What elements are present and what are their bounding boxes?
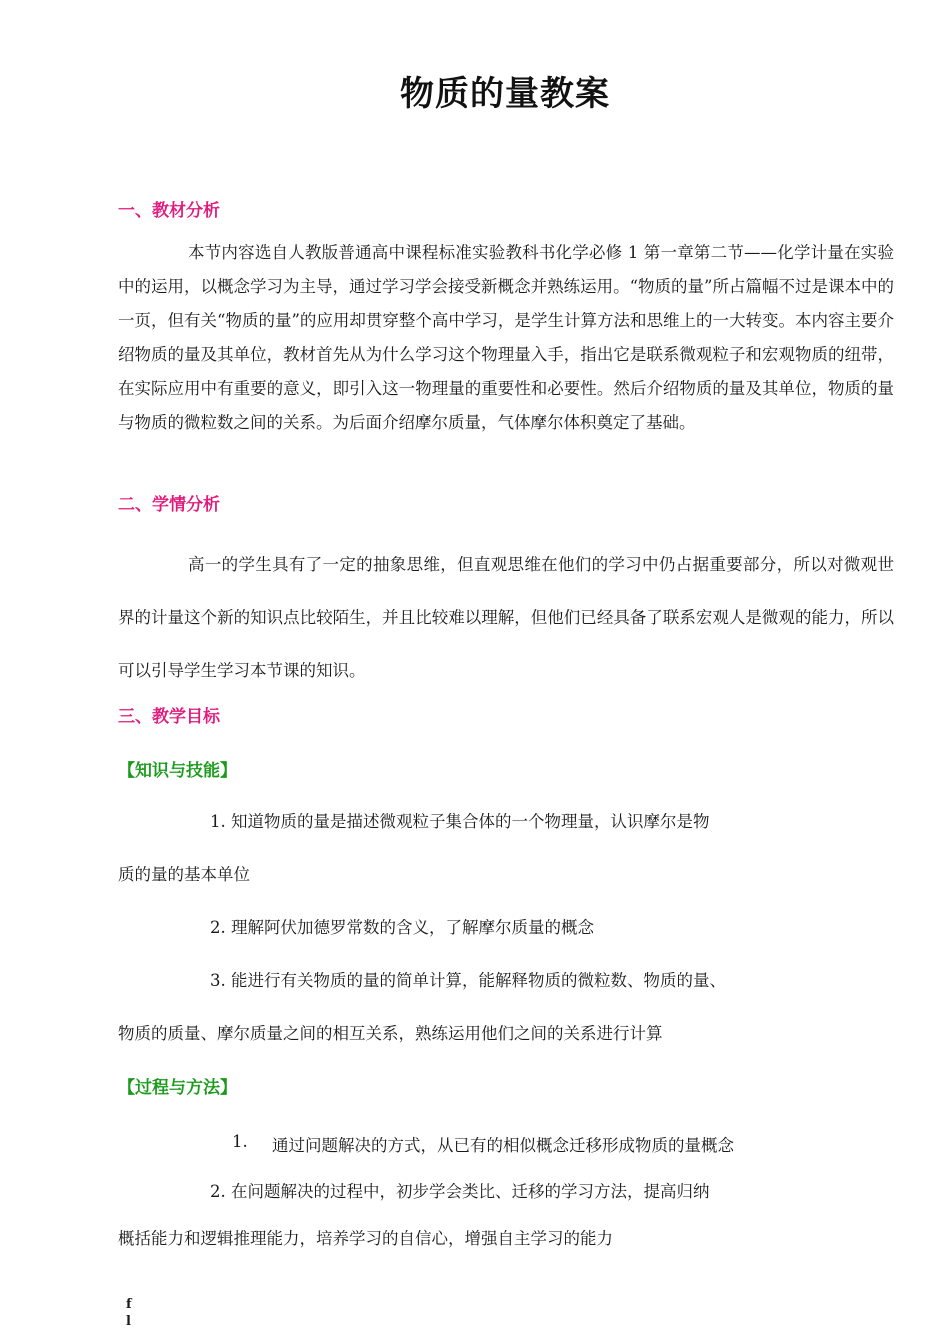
goal-knowledge-2: 2. 理解阿伏加德罗常数的含义，了解摩尔质量的概念 xyxy=(210,918,594,937)
subheading-process-methods: 【过程与方法】 xyxy=(118,1078,237,1098)
goal-process-2-line2: 概括能力和逻辑推理能力，培养学习的自信心，增强自主学习的能力 xyxy=(118,1229,613,1248)
subheading-knowledge-skills: 【知识与技能】 xyxy=(118,761,237,781)
footer-line-2: l xyxy=(126,1314,131,1329)
footer-line-1: f xyxy=(126,1297,132,1312)
page-footer-fragment xyxy=(126,1296,132,1330)
goal-knowledge-1-line1: 1. 知道物质的量是描述微观粒子集合体的一个物理量，认识摩尔是物 xyxy=(210,812,710,831)
goal-process-1-text: 通过问题解决的方式，从已有的相似概念迁移形成物质的量概念 xyxy=(272,1136,734,1155)
section-body-textbook-analysis: 本节内容选自人教版普通高中课程标准实验教科书化学必修 1 第一章第二节——化学计量在实验中的运用，以概念学习为主导，通过学习学会接受新概念并熟练运用。“物质的量”所占篇幅不过是课本中的一页，但有关“物质的量”的应用却贯穿整个高中学习，是学生计算方法和思维上的一大转变。本内容主要介绍物质的量及其单位，教材首先从为什么学习这个物理量入手，指出它是联系微观粒子和宏观物质的纽带，在实际应用中有重要的意义，即引入这一物理量的重要性和必要性。然后介绍物质的量及其单位，物质的量与物质的微粒数之间的关系。为后面介绍摩尔质量，气体摩尔体积奠定了基础。 xyxy=(118,243,894,432)
page-title: 物质的量教案 xyxy=(400,74,610,114)
goal-knowledge-3-line2: 物质的质量、摩尔质量之间的相互关系，熟练运用他们之间的关系进行计算 xyxy=(118,1024,663,1043)
section-body-student-analysis: 高一的学生具有了一定的抽象思维，但直观思维在他们的学习中仍占据重要部分，所以对微观世界的计量这个新的知识点比较陌生，并且比较难以理解，但他们已经具备了联系宏观人是微观的能力，所以可以引导学生学习本节课的知识。 xyxy=(118,555,894,680)
goal-knowledge-3-line1: 3. 能进行有关物质的量的简单计算，能解释物质的微粒数、物质的量、 xyxy=(210,971,726,990)
goal-process-1-number: 1. xyxy=(232,1132,248,1151)
section-heading-textbook-analysis: 一、教材分析 xyxy=(118,201,220,221)
section-heading-teaching-goals: 三、教学目标 xyxy=(118,707,220,727)
goal-knowledge-1-line2: 质的量的基本单位 xyxy=(118,865,250,884)
goal-process-2-line1: 2. 在问题解决的过程中，初步学会类比、迁移的学习方法，提高归纳 xyxy=(210,1182,710,1201)
section-heading-student-analysis: 二、学情分析 xyxy=(118,495,220,515)
